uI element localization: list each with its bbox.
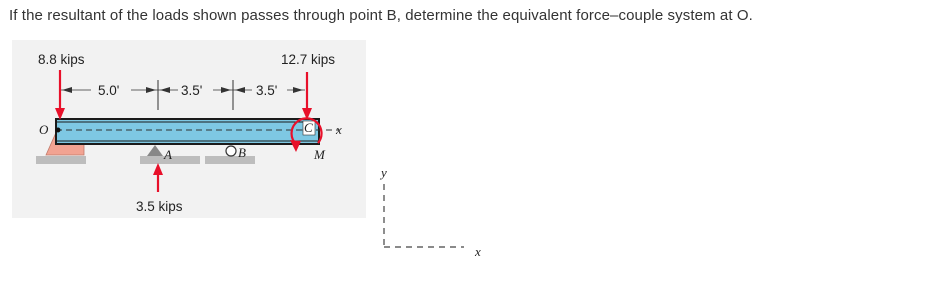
roller-support-b (226, 146, 236, 156)
coordinate-axes (370, 160, 500, 260)
force-label-12-7: 12.7 kips (281, 52, 336, 67)
dim-arrow-2-start (160, 87, 170, 93)
label-a: A (164, 147, 172, 162)
dim-arrow-3-end (293, 87, 303, 93)
axis-x-label: x (475, 244, 481, 259)
dim-arrow-3-start (235, 87, 245, 93)
label-m: M (314, 147, 325, 162)
dim-label-2: 3.5' (181, 83, 203, 98)
point-o-marker (56, 128, 61, 133)
label-o: O (39, 122, 49, 137)
label-c: C (304, 120, 313, 135)
dim-arrow-1-end (146, 87, 156, 93)
axis-y-label: y (381, 165, 387, 180)
force-label-3-5: 3.5 kips (136, 199, 183, 214)
problem-statement: If the resultant of the loads shown passes through point B, determine the equivalent force–couple system at O. (9, 7, 753, 24)
beam-diagram (12, 40, 366, 218)
force-label-8-8: 8.8 kips (38, 52, 85, 67)
beam (56, 119, 319, 144)
beam-x-label: x (336, 122, 342, 137)
roller-support-a (147, 145, 163, 156)
label-b: B (238, 145, 246, 160)
ground-left (36, 156, 86, 164)
ground-right (205, 156, 255, 164)
force-arrowhead-3-5 (153, 163, 163, 175)
dim-arrow-2-end (221, 87, 231, 93)
dim-arrow-left-start (62, 87, 72, 93)
dim-label-1: 5.0' (98, 83, 120, 98)
couple-moment-arrowhead (290, 140, 301, 152)
figure-panel (12, 40, 366, 218)
dim-label-3: 3.5' (256, 83, 278, 98)
